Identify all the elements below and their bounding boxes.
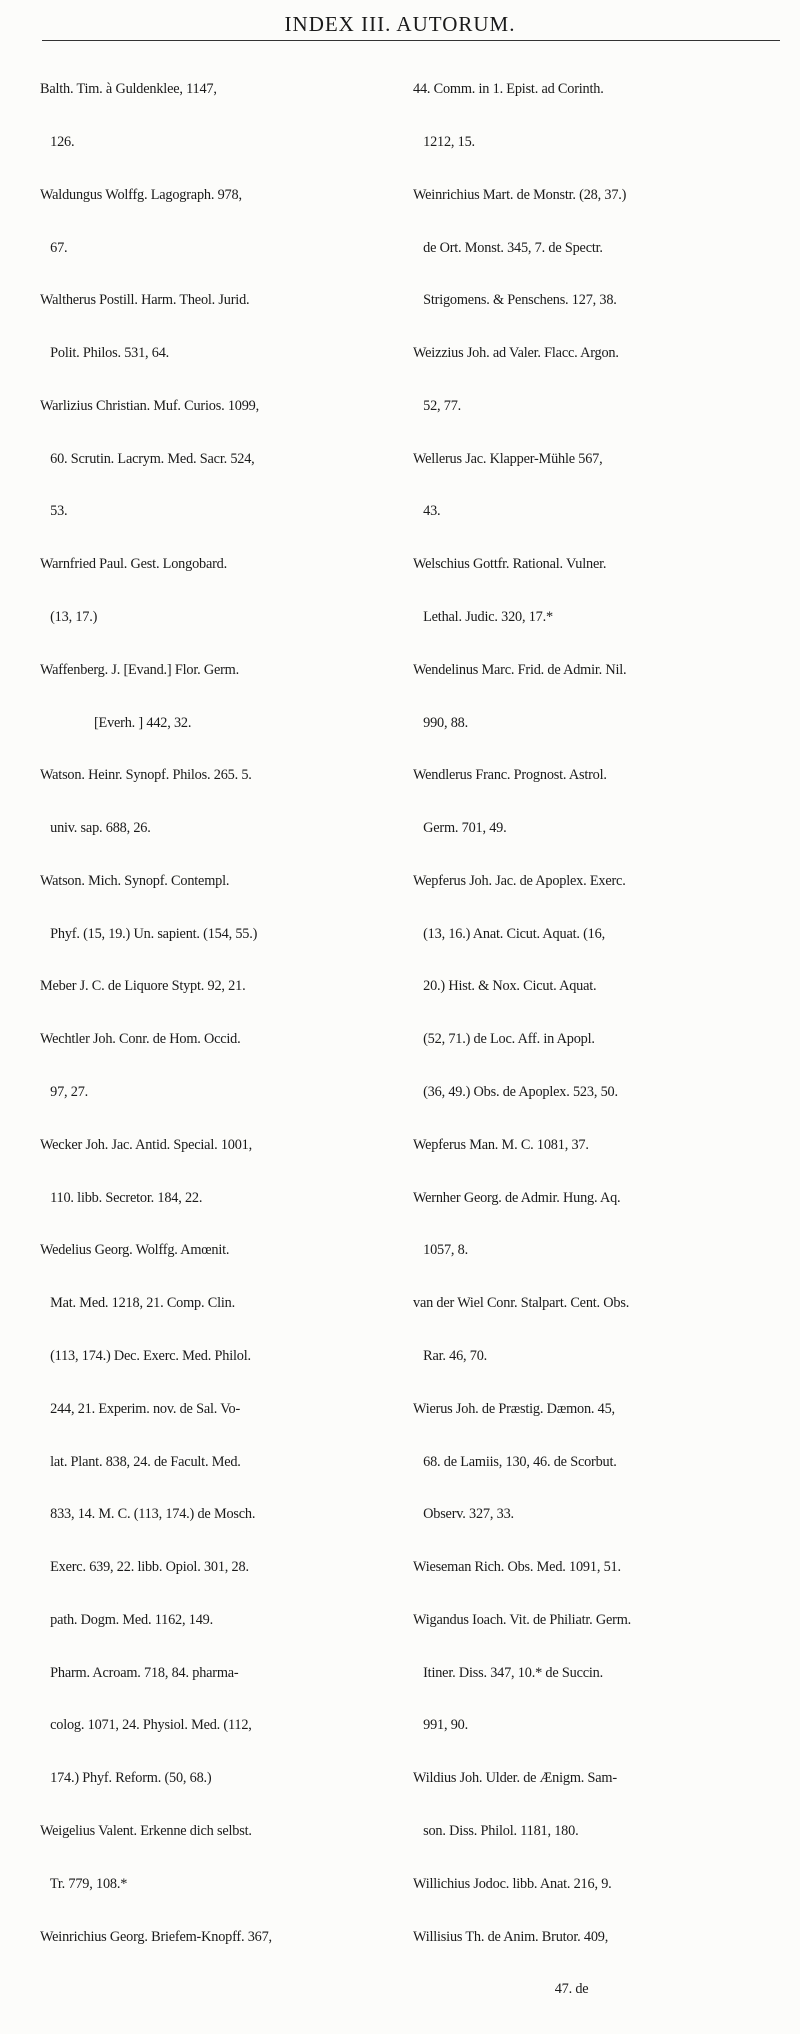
index-line: son. Diss. Philol. 1181, 180. (413, 1822, 579, 1839)
index-line: 97, 27. (40, 1084, 89, 1101)
index-line: 53. (40, 503, 68, 520)
index-line: 833, 14. M. C. (113, 174.) de Mosch. (40, 1506, 256, 1523)
index-line: Rar. 46, 70. (413, 1347, 488, 1364)
index-line: Wieseman Rich. Obs. Med. 1091, 51. (413, 1559, 621, 1576)
index-line: Warnfried Paul. Gest. Longobard. (40, 556, 227, 573)
index-line: Weinrichius Georg. Briefem-Knopff. 367, (40, 1928, 272, 1945)
index-line: Lethal. Judic. 320, 17.* (413, 609, 553, 625)
index-line: [Everh. ] 442, 32. (40, 714, 192, 731)
index-line: Balth. Tim. à Guldenklee, 1147, (40, 81, 217, 98)
running-head: INDEX III. AUTORUM. (284, 12, 516, 36)
index-line: 44. Comm. in 1. Epist. ad Corinth. (413, 81, 604, 98)
index-line: Wepferus Man. M. C. 1081, 37. (413, 1136, 589, 1153)
index-line: 244, 21. Experim. nov. de Sal. Vo- (40, 1400, 241, 1417)
index-line: Waltherus Postill. Harm. Theol. Jurid. (40, 292, 250, 309)
index-line: 1057, 8. (413, 1242, 468, 1259)
index-line: Waffenberg. J. [Evand.] Flor. Germ. (40, 661, 239, 678)
index-line: Observ. 327, 33. (413, 1506, 514, 1523)
index-line: 43. (413, 503, 441, 520)
index-line: Waldungus Wolffg. Lagograph. 978, (40, 186, 242, 203)
index-line: lat. Plant. 838, 24. de Facult. Med. (40, 1453, 241, 1470)
index-line: 110. libb. Secretor. 184, 22. (40, 1189, 203, 1206)
index-line: Exerc. 639, 22. libb. Opiol. 301, 28. (40, 1559, 249, 1576)
index-line: Wedelius Georg. Wolffg. Amœnit. (40, 1242, 230, 1259)
index-line: (13, 17.) (40, 609, 98, 625)
index-line: 126. (40, 133, 75, 150)
index-line: Welschius Gottfr. Rational. Vulner. (413, 556, 607, 573)
index-line: Wellerus Jac. Klapper-Mühle 567, (413, 450, 603, 467)
index-line: Wildius Joh. Ulder. de Ænigm. Sam- (413, 1770, 617, 1787)
index-line: colog. 1071, 24. Physiol. Med. (112, (40, 1717, 252, 1734)
index-line: Watson. Mich. Synopf. Contempl. (40, 872, 230, 889)
index-line: Polit. Philos. 531, 64. (40, 345, 170, 362)
index-line: 1212, 15. (413, 133, 475, 150)
index-line: Germ. 701, 49. (413, 820, 507, 837)
index-line: path. Dogm. Med. 1162, 149. (40, 1611, 213, 1628)
index-line: Wechtler Joh. Conr. de Hom. Occid. (40, 1031, 241, 1048)
index-line: Weinrichius Mart. de Monstr. (28, 37.) (413, 186, 627, 203)
index-line: 174.) Phyf. Reform. (50, 68.) (40, 1770, 212, 1787)
index-line: Wierus Joh. de Præstig. Dæmon. 45, (413, 1400, 615, 1417)
index-line: 990, 88. (413, 714, 468, 731)
index-line: Strigomens. & Penschens. 127, 38. (413, 292, 617, 309)
index-line: (36, 49.) Obs. de Apoplex. 523, 50. (413, 1084, 618, 1101)
index-line: Meber J. C. de Liquore Stypt. 92, 21. (40, 978, 246, 995)
index-line: 52, 77. (413, 397, 462, 414)
index-line: univ. sap. 688, 26. (40, 820, 151, 837)
index-line: (52, 71.) de Loc. Aff. in Apopl. (413, 1031, 595, 1048)
index-line: Wigandus Ioach. Vit. de Philiatr. Germ. (413, 1611, 632, 1628)
index-line: Weigelius Valent. Erkenne dich selbst. (40, 1822, 252, 1839)
index-line: Phyf. (15, 19.) Un. sapient. (154, 55.) (40, 925, 258, 942)
index-line: Willichius Jodoc. libb. Anat. 216, 9. (413, 1875, 612, 1892)
index-line: 20.) Hist. & Nox. Cicut. Aquat. (413, 978, 597, 995)
index-line: (13, 16.) Anat. Cicut. Aquat. (16, (413, 925, 605, 942)
index-line: Weizzius Joh. ad Valer. Flacc. Argon. (413, 345, 619, 362)
index-line: 60. Scrutin. Lacrym. Med. Sacr. 524, (40, 450, 255, 467)
index-line: 47. de (413, 1981, 589, 1998)
index-line: Wepferus Joh. Jac. de Apoplex. Exerc. (413, 872, 626, 889)
header-rule (42, 40, 780, 41)
index-line: (113, 174.) Dec. Exerc. Med. Philol. (40, 1347, 251, 1364)
index-line: de Ort. Monst. 345, 7. de Spectr. (413, 239, 603, 256)
index-line: van der Wiel Conr. Stalpart. Cent. Obs. (413, 1295, 630, 1312)
index-line: Wernher Georg. de Admir. Hung. Aq. (413, 1189, 621, 1206)
index-line: 991, 90. (413, 1717, 468, 1734)
index-line: Wecker Joh. Jac. Antid. Special. 1001, (40, 1136, 253, 1153)
left-column (40, 46, 400, 1981)
index-line: Mat. Med. 1218, 21. Comp. Clin. (40, 1295, 235, 1312)
index-line: Wendlerus Franc. Prognost. Astrol. (413, 767, 607, 784)
index-line: Watson. Heinr. Synopf. Philos. 265. 5. (40, 767, 252, 784)
right-column (413, 46, 793, 2034)
index-line: Warlizius Christian. Muf. Curios. 1099, (40, 397, 259, 414)
index-line: Wendelinus Marc. Frid. de Admir. Nil. (413, 661, 627, 678)
index-line: Tr. 779, 108.* (40, 1875, 128, 1892)
index-line: Itiner. Diss. 347, 10.* de Succin. (413, 1664, 603, 1681)
index-line: Willisius Th. de Anim. Brutor. 409, (413, 1928, 609, 1945)
index-line: Pharm. Acroam. 718, 84. pharma- (40, 1664, 239, 1681)
index-line: 67. (40, 239, 68, 256)
index-line: 68. de Lamiis, 130, 46. de Scorbut. (413, 1453, 617, 1470)
